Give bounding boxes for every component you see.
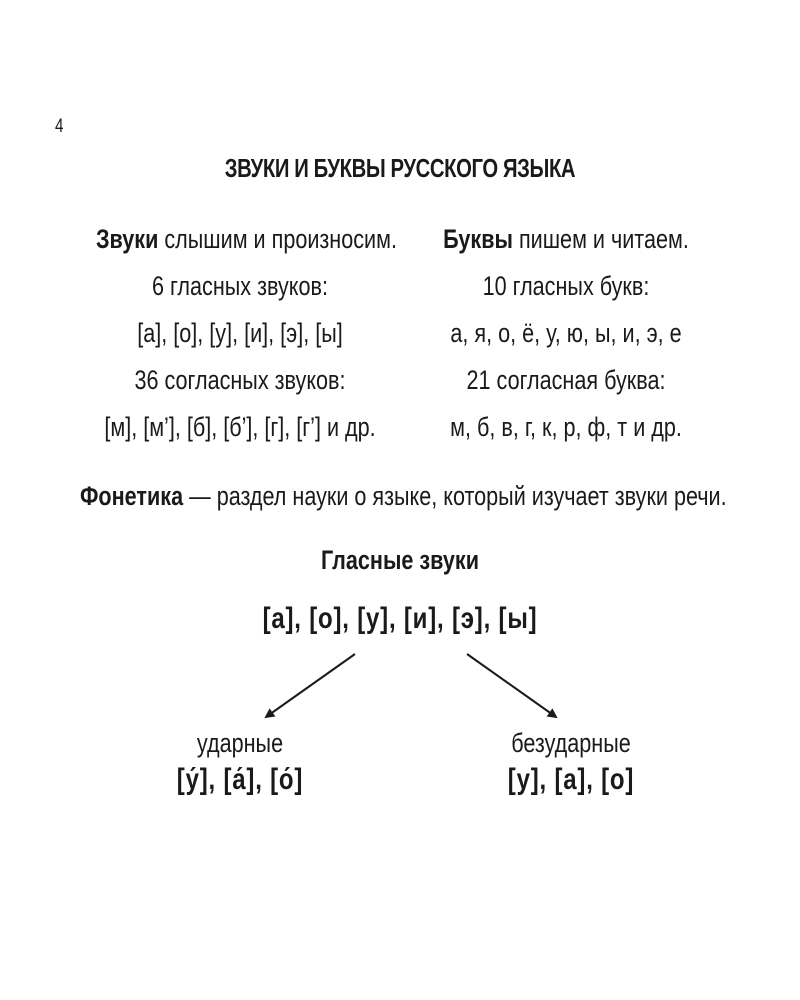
vowel-diagram-all-vowels: [а], [о], [у], [и], [э], [ы]	[262, 602, 538, 635]
stressed-vowels	[110, 728, 370, 797]
vowel-sounds-list: [а], [о], [у], [и], [э], [ы]	[137, 318, 343, 348]
vowel-letters-list: а, я, о, ё, у, ю, ы, и, э, е	[450, 318, 682, 348]
stressed-arrow	[266, 654, 355, 717]
stressed-label: ударные	[196, 728, 284, 758]
stressed-sounds: [у́], [а́], [о́]	[176, 763, 304, 796]
unstressed-arrow	[467, 654, 556, 717]
consonant-sounds-list: [м], [м’], [б], [б’], [г], [г’] и др.	[104, 412, 376, 442]
consonant-sounds-caption: 36 согласных звуков:	[134, 365, 346, 395]
letters-lead-rest: пишем и читаем.	[512, 224, 689, 254]
unstressed-label: безударные	[511, 728, 631, 758]
phonetics-term: Фонетика	[80, 481, 184, 511]
unstressed-vowels	[441, 728, 701, 797]
vowel-sounds-caption: 6 гласных звуков:	[152, 271, 328, 301]
vowel-diagram-heading: Гласные звуки	[320, 545, 479, 575]
page-number: 4	[55, 116, 64, 137]
consonant-letters-list: м, б, в, г, к, р, ф, т и др.	[450, 412, 682, 442]
phonetics-definition-text: — раздел науки о языке, который изучает звуки речи.	[183, 481, 727, 511]
sounds-lead: Звуки	[96, 224, 159, 254]
unstressed-sounds: [у], [а], [о]	[507, 763, 635, 796]
vowel-letters-caption: 10 гласных букв:	[482, 271, 650, 301]
letters-lead: Буквы	[443, 224, 513, 254]
consonant-letters-caption: 21 согласная буква:	[466, 365, 666, 395]
page-title: ЗВУКИ И БУКВЫ РУССКОГО ЯЗЫКА	[224, 153, 576, 183]
sounds-lead-rest: слышим и произносим.	[158, 224, 397, 254]
